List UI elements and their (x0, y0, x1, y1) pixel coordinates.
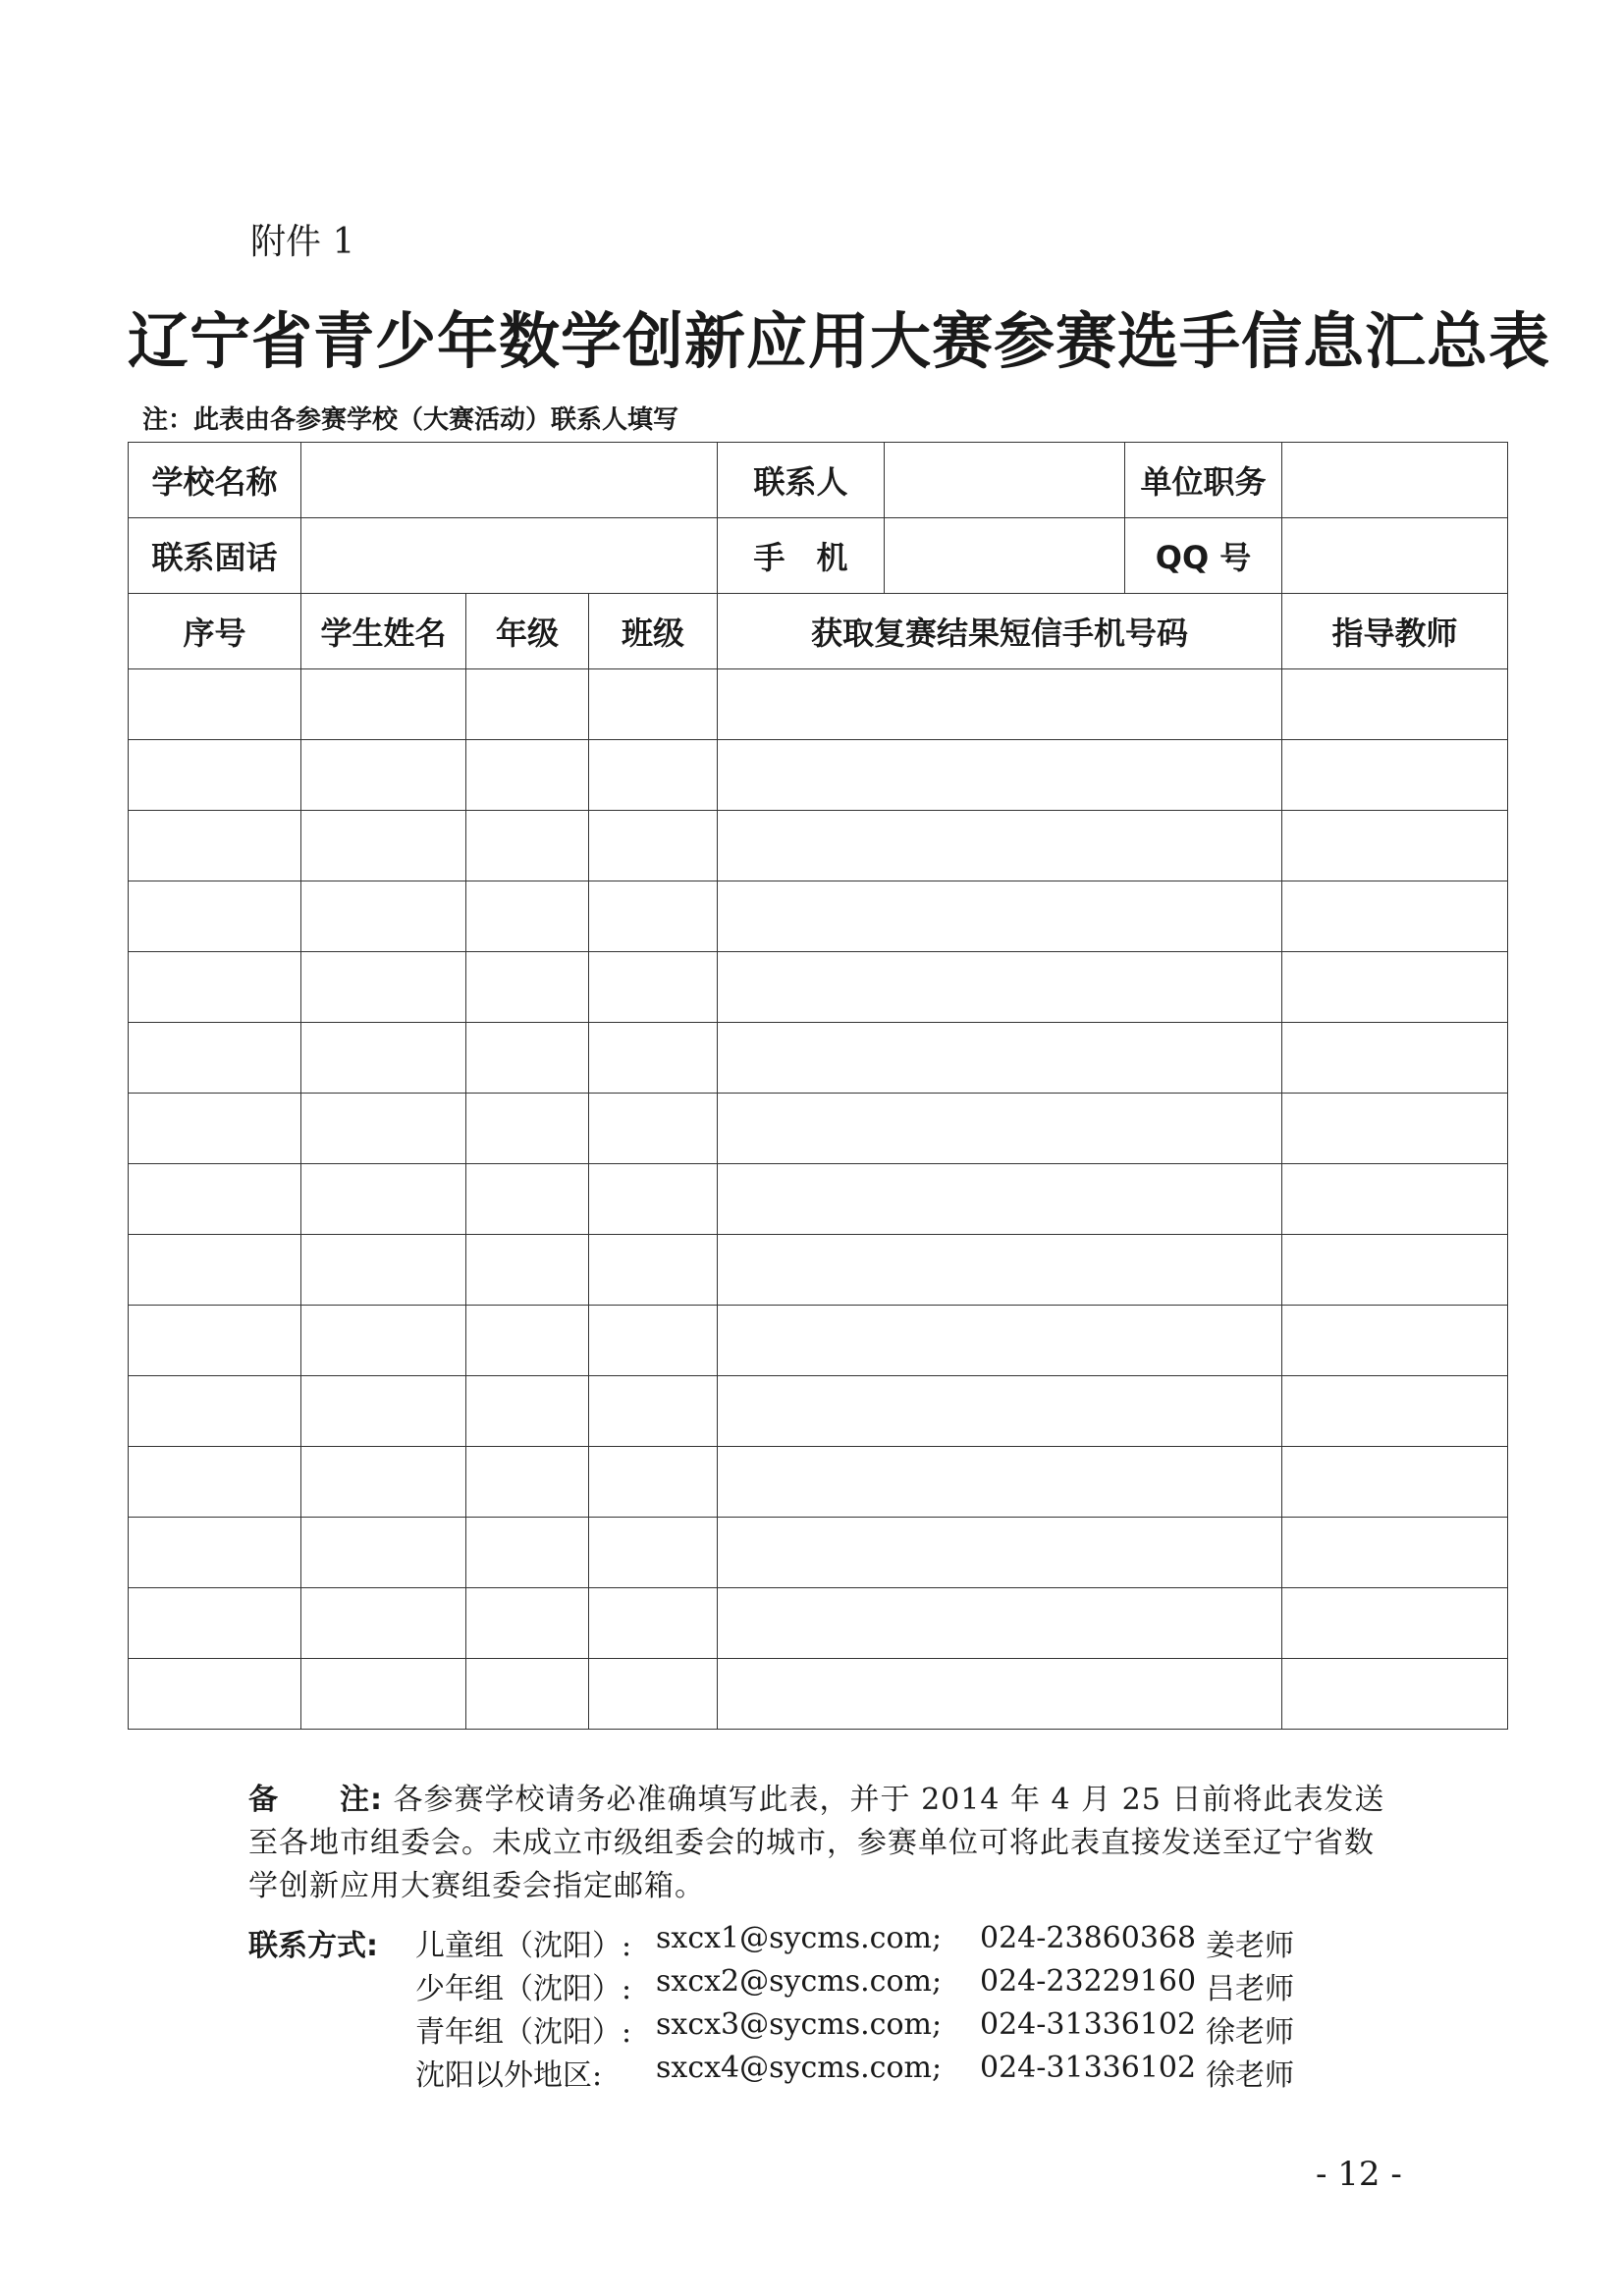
grade-cell[interactable] (466, 1164, 589, 1235)
number-cell[interactable] (129, 740, 301, 811)
job-title-label: 单位职务 (1125, 443, 1282, 518)
class-cell[interactable] (589, 1164, 718, 1235)
number-cell[interactable] (129, 1518, 301, 1588)
grade-cell[interactable] (466, 740, 589, 811)
instructor-cell[interactable] (1282, 1376, 1508, 1447)
contact-phone: 024-23229160 (980, 1964, 1197, 1999)
contact-row (415, 1964, 1397, 2007)
grade-cell[interactable] (466, 1518, 589, 1588)
instructor-cell[interactable] (1282, 669, 1508, 740)
grade-cell[interactable] (466, 811, 589, 881)
instructor-cell[interactable] (1282, 1023, 1508, 1094)
student-name-cell[interactable] (301, 1588, 466, 1659)
contact-group: 儿童组（沈阳）: (415, 1929, 632, 1963)
number-cell[interactable] (129, 811, 301, 881)
grade-cell[interactable] (466, 881, 589, 952)
instructor-cell[interactable] (1282, 952, 1508, 1023)
contact-email-link[interactable]: sxcx3@sycms.com; (656, 2007, 943, 2042)
contact-email-link[interactable]: sxcx2@sycms.com; (656, 1964, 943, 1999)
grade-cell[interactable] (466, 1376, 589, 1447)
table-row (129, 1447, 1508, 1518)
table-row (129, 881, 1508, 952)
class-cell[interactable] (589, 952, 718, 1023)
class-cell[interactable] (589, 740, 718, 811)
school-name-field[interactable] (301, 443, 718, 518)
mobile-field[interactable] (885, 518, 1125, 594)
table-row (129, 1659, 1508, 1730)
sms-phone-cell[interactable] (718, 1306, 1282, 1376)
number-cell[interactable] (129, 1447, 301, 1518)
instructor-cell[interactable] (1282, 1518, 1508, 1588)
number-cell[interactable] (129, 1023, 301, 1094)
instructor-cell[interactable] (1282, 1235, 1508, 1306)
table-row (129, 1023, 1508, 1094)
sms-phone-cell[interactable] (718, 1659, 1282, 1730)
remarks-label: 备 注: (248, 1783, 383, 1817)
form-note: 注：此表由各参赛学校（大赛活动）联系人填写 (142, 405, 679, 435)
number-cell[interactable] (129, 1588, 301, 1659)
class-cell[interactable] (589, 1094, 718, 1164)
class-cell[interactable] (589, 1518, 718, 1588)
grade-cell[interactable] (466, 1094, 589, 1164)
page-title: 辽宁省青少年数学创新应用大赛参赛选手信息汇总表 (128, 305, 1551, 377)
col-header-class: 班级 (589, 594, 718, 669)
remarks-text: 各参赛学校请务必准确填写此表，并于 2014 年 4 月 25 日前将此表发送至各地市组委会。未成立市级组委会的城市，参赛单位可将此表直接发送至辽宁省数学创新应用大赛组委会指定邮箱。 (248, 1783, 1385, 1903)
grade-cell[interactable] (466, 669, 589, 740)
sms-phone-cell[interactable] (718, 811, 1282, 881)
student-name-cell[interactable] (301, 952, 466, 1023)
student-name-cell[interactable] (301, 1235, 466, 1306)
instructor-cell[interactable] (1282, 881, 1508, 952)
col-header-number: 序号 (129, 594, 301, 669)
student-name-cell[interactable] (301, 1164, 466, 1235)
contact-group: 沈阳以外地区: (415, 2058, 603, 2093)
grade-cell[interactable] (466, 1023, 589, 1094)
table-row (129, 952, 1508, 1023)
student-name-cell[interactable] (301, 881, 466, 952)
sms-phone-cell[interactable] (718, 881, 1282, 952)
sms-phone-cell[interactable] (718, 1235, 1282, 1306)
landline-label: 联系固话 (129, 518, 301, 594)
sms-phone-cell[interactable] (718, 1094, 1282, 1164)
sms-phone-cell[interactable] (718, 1023, 1282, 1094)
contact-phone: 024-31336102 (980, 2007, 1197, 2042)
contact-phone: 024-31336102 (980, 2051, 1197, 2085)
number-cell[interactable] (129, 881, 301, 952)
class-cell[interactable] (589, 1023, 718, 1094)
sms-phone-cell[interactable] (718, 1376, 1282, 1447)
contact-email-link[interactable]: sxcx4@sycms.com; (656, 2051, 943, 2085)
instructor-cell[interactable] (1282, 1588, 1508, 1659)
sms-phone-cell[interactable] (718, 740, 1282, 811)
attachment-label: 附件 1 (250, 222, 355, 262)
class-cell[interactable] (589, 1235, 718, 1306)
sms-phone-cell[interactable] (718, 1518, 1282, 1588)
instructor-cell[interactable] (1282, 1094, 1508, 1164)
instructor-cell[interactable] (1282, 1306, 1508, 1376)
student-name-cell[interactable] (301, 811, 466, 881)
sms-phone-cell[interactable] (718, 1588, 1282, 1659)
info-row-phone (129, 518, 1508, 594)
contact-teacher: 徐老师 (1206, 2015, 1294, 2050)
number-cell[interactable] (129, 1376, 301, 1447)
school-name-label: 学校名称 (129, 443, 301, 518)
class-cell[interactable] (589, 811, 718, 881)
sms-phone-cell[interactable] (718, 669, 1282, 740)
number-cell[interactable] (129, 1094, 301, 1164)
class-cell[interactable] (589, 669, 718, 740)
col-header-sms-phone: 获取复赛结果短信手机号码 (718, 594, 1282, 669)
table-row (129, 1376, 1508, 1447)
number-cell[interactable] (129, 1306, 301, 1376)
contact-person-label: 联系人 (718, 443, 885, 518)
info-row-school (129, 443, 1508, 518)
table-row (129, 1588, 1508, 1659)
student-name-cell[interactable] (301, 1306, 466, 1376)
class-cell[interactable] (589, 1659, 718, 1730)
instructor-cell[interactable] (1282, 1447, 1508, 1518)
student-name-cell[interactable] (301, 1094, 466, 1164)
table-row (129, 1164, 1508, 1235)
class-cell[interactable] (589, 1376, 718, 1447)
contact-phone: 024-23860368 (980, 1921, 1197, 1955)
contact-row (415, 2051, 1397, 2094)
grade-cell[interactable] (466, 1235, 589, 1306)
number-cell[interactable] (129, 1235, 301, 1306)
qq-label: QQ 号 (1125, 518, 1282, 594)
col-header-student-name: 学生姓名 (301, 594, 466, 669)
table-row (129, 811, 1508, 881)
instructor-cell[interactable] (1282, 740, 1508, 811)
remarks (248, 1779, 1387, 1908)
student-name-cell[interactable] (301, 1376, 466, 1447)
table-row (129, 1306, 1508, 1376)
class-cell[interactable] (589, 881, 718, 952)
contact-row (415, 1921, 1397, 1964)
student-name-cell[interactable] (301, 669, 466, 740)
instructor-cell[interactable] (1282, 1164, 1508, 1235)
contacts-label: 联系方式: (248, 1929, 378, 1963)
contact-person-field[interactable] (885, 443, 1125, 518)
contact-group: 少年组（沈阳）: (415, 1972, 632, 2006)
page-number: - 12 - (1316, 2155, 1402, 2194)
contact-teacher: 徐老师 (1206, 2058, 1294, 2093)
col-header-instructor: 指导教师 (1282, 594, 1508, 669)
contact-row (415, 2007, 1397, 2051)
class-cell[interactable] (589, 1588, 718, 1659)
number-cell[interactable] (129, 952, 301, 1023)
number-cell[interactable] (129, 669, 301, 740)
mobile-label: 手 机 (718, 518, 885, 594)
sms-phone-cell[interactable] (718, 1164, 1282, 1235)
table-row (129, 1518, 1508, 1588)
number-cell[interactable] (129, 1659, 301, 1730)
sms-phone-cell[interactable] (718, 1447, 1282, 1518)
contact-email-link[interactable]: sxcx1@sycms.com; (656, 1921, 943, 1955)
table-row (129, 740, 1508, 811)
student-name-cell[interactable] (301, 1659, 466, 1730)
instructor-cell[interactable] (1282, 811, 1508, 881)
contact-group: 青年组（沈阳）: (415, 2015, 632, 2050)
class-cell[interactable] (589, 1306, 718, 1376)
grade-cell[interactable] (466, 1306, 589, 1376)
student-name-cell[interactable] (301, 1518, 466, 1588)
student-name-cell[interactable] (301, 740, 466, 811)
instructor-cell[interactable] (1282, 1659, 1508, 1730)
contact-teacher: 吕老师 (1206, 1972, 1294, 2006)
grade-cell[interactable] (466, 1447, 589, 1518)
grade-cell[interactable] (466, 1588, 589, 1659)
sms-phone-cell[interactable] (718, 952, 1282, 1023)
student-name-cell[interactable] (301, 1023, 466, 1094)
job-title-field[interactable] (1282, 443, 1508, 518)
table-row (129, 1094, 1508, 1164)
table-row (129, 669, 1508, 740)
column-header-row (129, 594, 1508, 669)
number-cell[interactable] (129, 1164, 301, 1235)
qq-field[interactable] (1282, 518, 1508, 594)
class-cell[interactable] (589, 1447, 718, 1518)
table-row (129, 1235, 1508, 1306)
student-name-cell[interactable] (301, 1447, 466, 1518)
grade-cell[interactable] (466, 1659, 589, 1730)
grade-cell[interactable] (466, 952, 589, 1023)
landline-field[interactable] (301, 518, 718, 594)
contact-teacher: 姜老师 (1206, 1929, 1294, 1963)
participant-info-table (128, 442, 1508, 1730)
col-header-grade: 年级 (466, 594, 589, 669)
